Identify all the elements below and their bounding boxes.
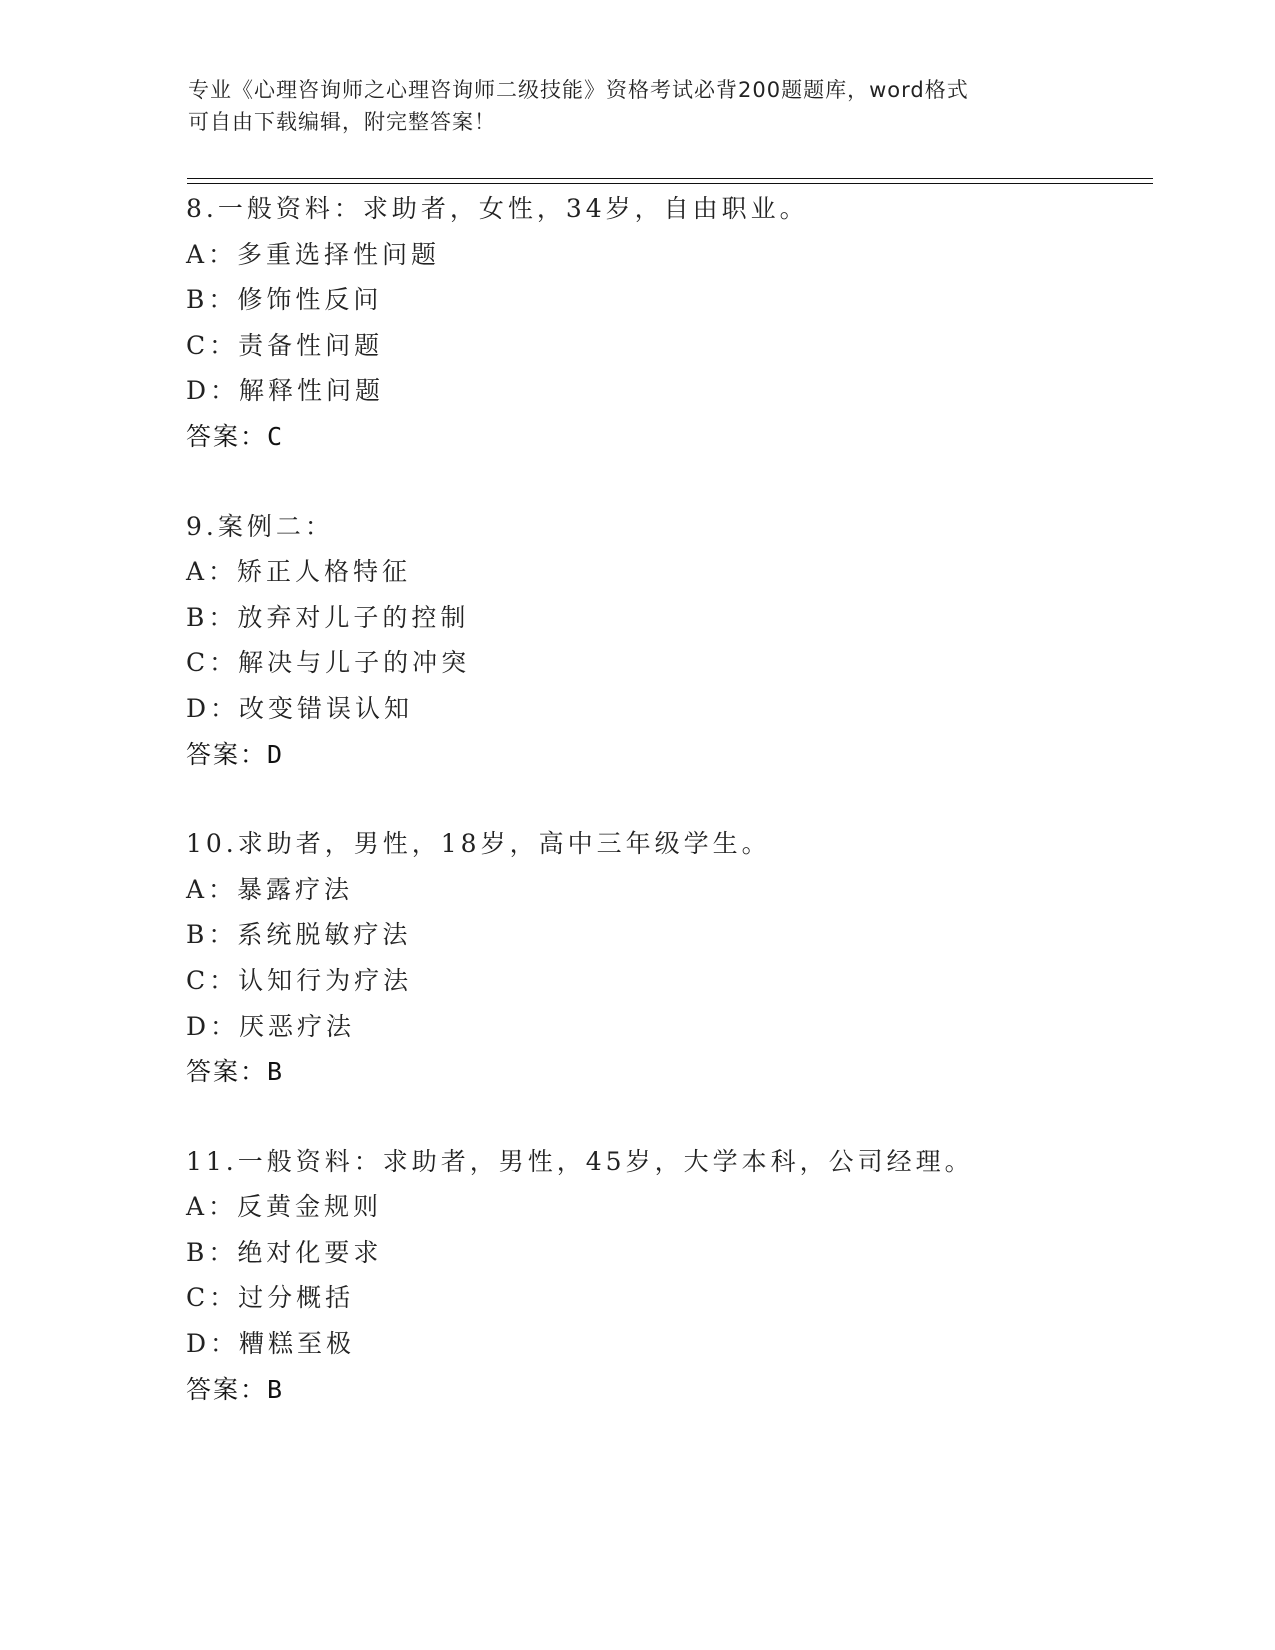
option-a: A：多重选择性问题 [186, 239, 441, 269]
question-stem: 11.一般资料：求助者，男性，45岁，大学本科，公司经理。 [186, 1146, 974, 1176]
option-b: B：放弃对儿子的控制 [186, 602, 470, 632]
option-c: C：解决与儿子的冲突 [186, 648, 471, 678]
option-d: D：改变错误认知 [186, 693, 414, 723]
option-c: C：过分概括 [186, 1283, 355, 1313]
header-title-line-2: 可自由下载编辑，附完整答案！ [188, 110, 496, 134]
option-b: B：绝对化要求 [186, 1237, 383, 1267]
answer-label: 答案： [186, 421, 268, 451]
header-divider-top [187, 178, 1153, 179]
option-a: A：暴露疗法 [186, 874, 354, 904]
header-divider-bottom [187, 183, 1153, 184]
document-header [188, 74, 1088, 138]
option-d: D：糟糕至极 [186, 1329, 356, 1359]
question-list [186, 186, 1146, 1456]
option-c: C：责备性问题 [186, 330, 384, 360]
option-d: D：厌恶疗法 [186, 1011, 356, 1041]
question-9 [186, 504, 1146, 778]
option-b: B：修饰性反问 [186, 285, 383, 315]
option-a: A：反黄金规则 [186, 1192, 383, 1222]
answer-line [186, 732, 1146, 778]
question-8 [186, 186, 1146, 460]
answer-label: 答案： [186, 739, 268, 769]
question-stem: 10.求助者，男性，18岁，高中三年级学生。 [186, 829, 771, 859]
option-d: D：解释性问题 [186, 376, 385, 406]
option-c: C：认知行为疗法 [186, 965, 413, 995]
answer-value: D [267, 739, 283, 769]
answer-value: B [267, 1374, 283, 1404]
question-stem: 9.案例二： [186, 511, 334, 541]
answer-label: 答案： [186, 1057, 268, 1087]
header-title-line-1: 专业《心理咨询师之心理咨询师二级技能》资格考试必背200题题库，word格式 [188, 78, 969, 102]
answer-value: B [267, 1057, 283, 1087]
option-a: A：矫正人格特征 [186, 557, 412, 587]
answer-line [186, 414, 1146, 460]
question-11 [186, 1139, 1146, 1413]
option-b: B：系统脱敏疗法 [186, 920, 412, 950]
answer-value: C [267, 421, 283, 451]
answer-line [186, 1049, 1146, 1095]
question-10 [186, 821, 1146, 1095]
answer-line [186, 1367, 1146, 1413]
question-stem: 8.一般资料：求助者，女性，34岁，自由职业。 [186, 194, 809, 223]
answer-label: 答案： [186, 1374, 268, 1404]
